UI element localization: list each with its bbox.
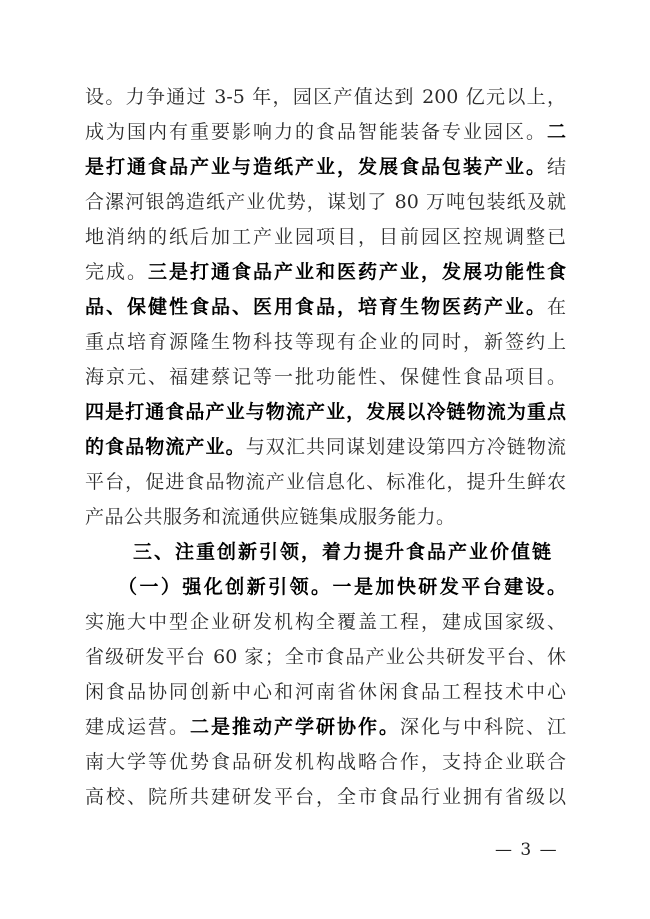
text-segment: 重点培育源隆生物科技等现有企业的同时，新签约上 (85, 331, 566, 353)
text-segment: 结 (546, 156, 566, 178)
bold-text-segment: 一是加快研发平台建设。 (332, 576, 566, 598)
text-segment: 完成。 (85, 261, 148, 283)
text-line (85, 360, 566, 395)
text-line (85, 640, 566, 675)
text-segment: 实施大中型企业研发机构全覆盖工程，建成国家级、 (85, 611, 566, 633)
text-line (85, 780, 566, 815)
text-segment: 设。力争通过 3-5 年，园区产值达到 200 亿元以上， (85, 86, 566, 108)
heading-line (85, 570, 566, 605)
text-line (85, 220, 566, 255)
text-line (85, 80, 566, 115)
text-segment: 地消纳的纸后加工产业园项目，目前园区控规调整已 (85, 226, 566, 248)
text-line (85, 255, 566, 290)
bold-text-segment: 二 (546, 121, 566, 143)
text-segment: 建成运营。 (85, 716, 190, 738)
bold-text-segment: 四是打通食品产业与物流产业，发展以冷链物流为重点 (85, 401, 566, 423)
text-line (85, 395, 566, 430)
text-line (85, 185, 566, 220)
text-segment: 平台，促进食品物流产业信息化、标准化，提升生鲜农 (85, 471, 566, 493)
page-number: — 3 — (495, 840, 559, 860)
text-segment: 产品公共服务和流通供应链集成服务能力。 (85, 506, 456, 528)
text-line (85, 605, 566, 640)
text-line (85, 115, 566, 150)
text-segment: 省级研发平台 60 家；全市食品产业公共研发平台、休 (85, 646, 566, 668)
bold-text-segment: 是打通食品产业与造纸产业，发展食品包装产业。 (85, 156, 547, 178)
text-line (85, 290, 566, 325)
text-segment: 南大学等优势食品研发机构战略合作，支持企业联合 (85, 751, 566, 773)
text-line (85, 675, 566, 710)
text-segment: 闲食品协同创新中心和河南省休闲食品工程技术中心 (85, 681, 566, 703)
text-line (85, 500, 566, 535)
text-line (85, 150, 566, 185)
bold-text-segment: 三、注重创新引领，着力提升食品产业价值链 (133, 541, 554, 563)
text-segment: 合漯河银鸽造纸产业优势，谋划了 80 万吨包装纸及就 (85, 191, 566, 213)
text-line (85, 745, 566, 780)
text-line (85, 430, 566, 465)
text-segment: 深化与中科院、江 (399, 716, 566, 738)
text-line (85, 710, 566, 745)
heading-line (85, 535, 566, 570)
text-segment: 与双汇共同谋划建设第四方冷链物流 (245, 436, 566, 458)
text-segment: 成为国内有重要影响力的食品智能装备专业园区。 (85, 121, 547, 143)
text-line (85, 325, 566, 360)
text-line (85, 465, 566, 500)
text-segment: 海京元、福建蔡记等一批功能性、保健性食品项目。 (85, 366, 566, 388)
text-segment: 高校、院所共建研发平台，全市食品行业拥有省级以 (85, 786, 566, 808)
bold-text-segment: 品、保健性食品、医用食品，培育生物医药产业。 (85, 296, 547, 318)
page-body (85, 80, 566, 815)
bold-text-segment: 的食品物流产业。 (85, 436, 246, 458)
text-segment: 在 (546, 296, 566, 318)
bold-text-segment: （一）强化创新引领。 (118, 576, 333, 598)
bold-text-segment: 二是推动产学研协作。 (190, 716, 400, 738)
bold-text-segment: 三是打通食品产业和医药产业，发展功能性食 (148, 261, 566, 283)
